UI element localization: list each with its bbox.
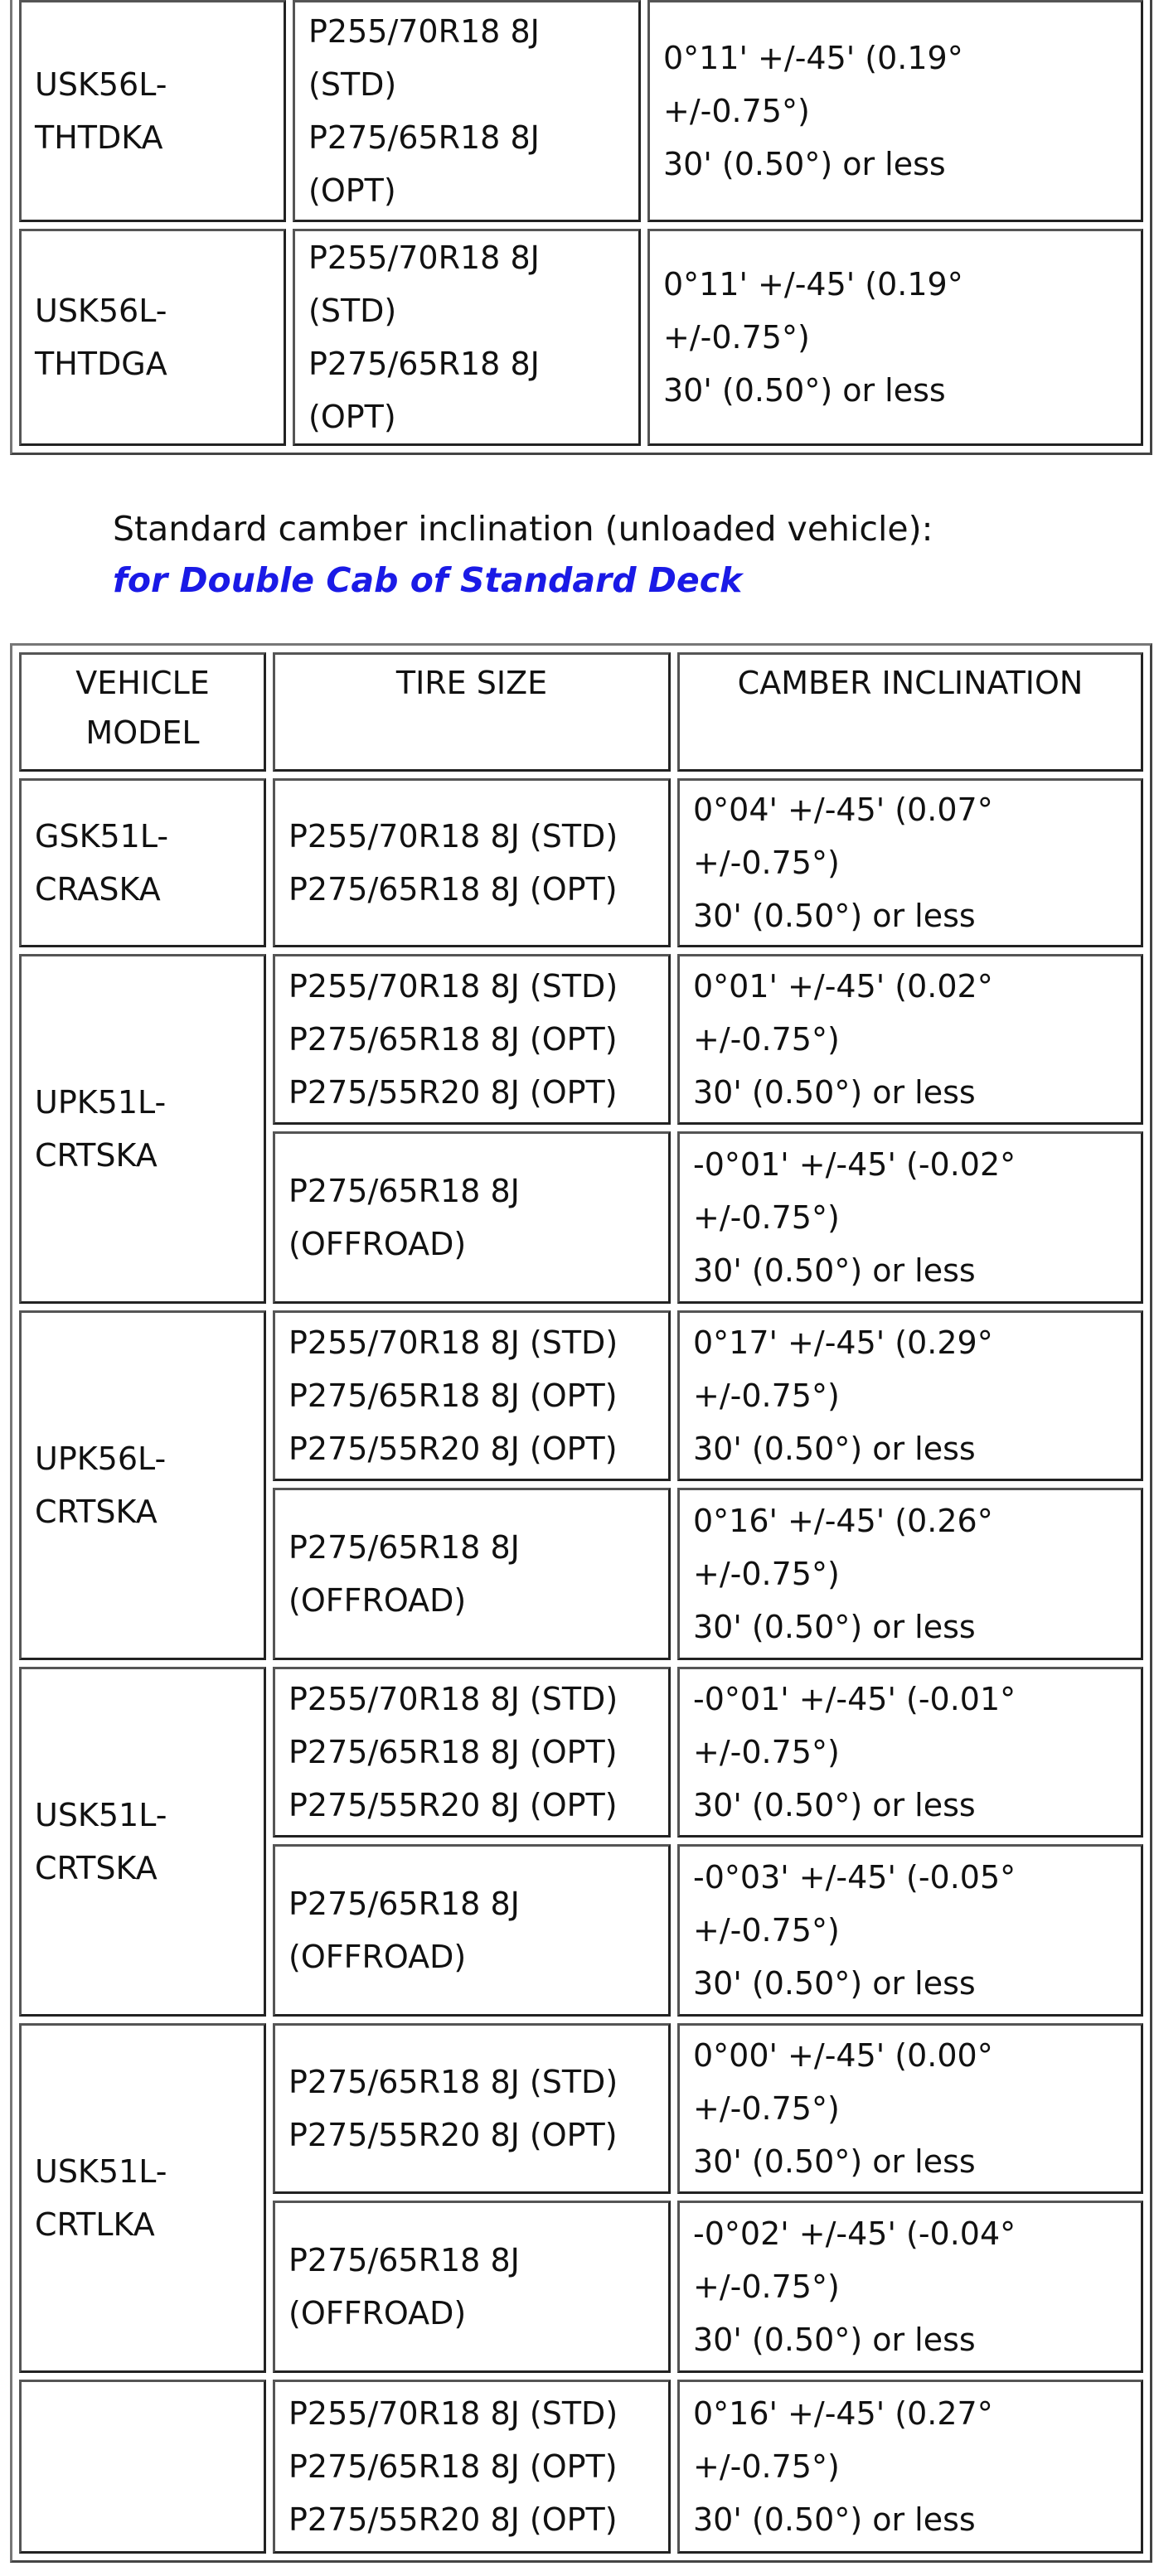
camber-spec-cell-line: 0°11' +/-45' (0.19° — [663, 40, 963, 76]
camber-spec-cell-line: 0°11' +/-45' (0.19° — [663, 266, 963, 303]
camber-spec-cell-line: 0°16' +/-45' (0.27° — [693, 2395, 993, 2432]
tire-size-cell-line: (OPT) — [308, 399, 396, 435]
tire-size-cell-line: P275/65R18 8J — [288, 1886, 520, 1922]
tire-size-cell-line: P255/70R18 8J (STD) — [288, 968, 618, 1005]
tire-size-cell-line: (OFFROAD) — [288, 1582, 467, 1619]
vehicle-model-cell-line: USK56L- — [35, 293, 167, 329]
tire-size-cell-line: P275/65R18 8J — [288, 1173, 520, 1209]
camber-spec-cell — [677, 2023, 1143, 2194]
vehicle-model-cell-line: CRTSKA — [35, 1494, 158, 1530]
vehicle-model-cell-line: GSK51L- — [35, 818, 169, 855]
camber-spec-cell — [647, 0, 1143, 222]
camber-table-continued — [10, 0, 1152, 455]
tire-size-cell-line: P275/55R20 8J (OPT) — [288, 1787, 618, 1823]
tire-size-cell — [273, 1131, 671, 1304]
camber-spec-cell-line: +/-0.75°) — [693, 1912, 840, 1949]
tire-size-cell-line: P275/65R18 8J — [288, 2242, 520, 2278]
tire-size-cell-line: P275/55R20 8J (OPT) — [288, 1074, 618, 1111]
camber-spec-cell-line: 30' (0.50°) or less — [693, 1787, 976, 1823]
vehicle-model-cell-line: UPK51L- — [35, 1084, 167, 1121]
vehicle-model-cell-line: USK56L- — [35, 66, 167, 103]
tire-size-cell-line: P255/70R18 8J (STD) — [288, 2395, 618, 2432]
vehicle-model-cell — [19, 1667, 266, 2017]
camber-spec-cell-line: +/-0.75°) — [663, 319, 810, 356]
tire-size-cell-line: P255/70R18 8J (STD) — [288, 1681, 618, 1717]
camber-spec-cell-line: 0°17' +/-45' (0.29° — [693, 1324, 993, 1361]
tire-size-cell-line: (OPT) — [308, 172, 396, 209]
camber-spec-cell-line: 30' (0.50°) or less — [693, 898, 976, 934]
tire-size-cell — [273, 1667, 671, 1838]
camber-spec-cell-line: -0°01' +/-45' (-0.01° — [693, 1681, 1016, 1717]
header-vehicle-model — [19, 652, 266, 772]
vehicle-model-cell — [19, 2023, 266, 2373]
camber-spec-cell-line: +/-0.75°) — [693, 1021, 840, 1058]
camber-spec-cell-line: +/-0.75°) — [693, 2448, 840, 2485]
vehicle-model-cell-line: UPK56L- — [35, 1441, 167, 1477]
vehicle-model-cell — [19, 954, 266, 1304]
camber-spec-cell-line: 0°04' +/-45' (0.07° — [693, 792, 993, 828]
tire-size-cell-line: P255/70R18 8J (STD) — [288, 1324, 618, 1361]
tire-size-cell — [273, 778, 671, 947]
camber-spec-cell-line: -0°01' +/-45' (-0.02° — [693, 1146, 1016, 1183]
camber-spec-cell — [677, 1310, 1143, 1481]
camber-spec-cell-line: 30' (0.50°) or less — [693, 1074, 976, 1111]
camber-spec-cell — [677, 2201, 1143, 2373]
tire-size-cell-line: (OFFROAD) — [288, 1939, 467, 1975]
camber-spec-cell-line: 30' (0.50°) or less — [693, 1965, 976, 2002]
header-model-line: VEHICLE — [75, 665, 210, 701]
camber-spec-cell-line: +/-0.75°) — [693, 845, 840, 881]
tire-size-cell-line: P275/65R18 8J (STD) — [288, 2064, 618, 2100]
vehicle-model-cell-line: USK51L- — [35, 1797, 167, 1833]
header-camber-inclination: CAMBER INCLINATION — [677, 652, 1143, 772]
tire-size-cell — [273, 1488, 671, 1660]
table-row — [19, 778, 1143, 947]
tire-size-cell-line: P255/70R18 8J — [308, 13, 540, 50]
tire-size-cell-line: P275/65R18 8J — [308, 346, 540, 382]
header-tire-size: TIRE SIZE — [273, 652, 671, 772]
camber-spec-cell-line: +/-0.75°) — [693, 1734, 840, 1770]
tire-size-cell — [273, 2380, 671, 2554]
tire-size-cell-line: P275/65R18 8J (OPT) — [288, 1021, 618, 1058]
tire-size-cell-line: (STD) — [308, 66, 397, 103]
tire-size-cell-line: P255/70R18 8J (STD) — [288, 818, 618, 855]
tire-size-cell — [273, 1310, 671, 1481]
tire-size-cell-line: P275/65R18 8J (OPT) — [288, 1734, 618, 1770]
camber-spec-cell — [647, 229, 1143, 446]
vehicle-model-cell — [19, 229, 286, 446]
vehicle-model-cell — [19, 2380, 266, 2554]
vehicle-model-cell-line: THTDGA — [35, 346, 167, 382]
vehicle-model-cell-line: CRTLKA — [35, 2206, 155, 2243]
camber-spec-cell-line: 30' (0.50°) or less — [693, 2143, 976, 2180]
table-row — [19, 1667, 1143, 1838]
camber-spec-cell — [677, 1131, 1143, 1304]
camber-spec-cell-line: +/-0.75°) — [663, 93, 810, 129]
tire-size-cell-line: P275/55R20 8J (OPT) — [288, 1431, 618, 1467]
camber-spec-cell-line: 0°00' +/-45' (0.00° — [693, 2037, 993, 2074]
tire-size-cell-line: P275/55R20 8J (OPT) — [288, 2501, 618, 2538]
tire-size-cell-line: P275/65R18 8J — [288, 1529, 520, 1566]
camber-spec-cell-line: +/-0.75°) — [693, 1378, 840, 1414]
table-row — [19, 954, 1143, 1125]
camber-spec-cell-line: 30' (0.50°) or less — [663, 372, 946, 409]
tire-size-cell-line: P275/65R18 8J (OPT) — [288, 2448, 618, 2485]
table-row — [19, 1310, 1143, 1481]
camber-spec-cell-line: 0°01' +/-45' (0.02° — [693, 968, 993, 1005]
tire-size-cell — [293, 229, 641, 446]
table-row — [19, 2023, 1143, 2194]
camber-spec-cell-line: 30' (0.50°) or less — [693, 2322, 976, 2358]
camber-spec-cell-line: 30' (0.50°) or less — [693, 1609, 976, 1645]
camber-spec-cell-line: +/-0.75°) — [693, 2269, 840, 2305]
tire-size-cell-line: P255/70R18 8J — [308, 240, 540, 276]
table-row — [19, 229, 1143, 446]
tire-size-cell-line: (OFFROAD) — [288, 1226, 467, 1262]
table-header-row — [19, 652, 1143, 772]
camber-caption: Standard camber inclination (unloaded vehicle): — [113, 509, 933, 549]
camber-spec-cell — [677, 1844, 1143, 2017]
tire-size-cell-line: P275/65R18 8J — [308, 119, 540, 156]
tire-size-cell — [273, 1844, 671, 2017]
double-cab-subtitle: for Double Cab of Standard Deck — [113, 560, 743, 600]
camber-spec-cell — [677, 1667, 1143, 1838]
vehicle-model-cell-line: CRASKA — [35, 871, 161, 908]
vehicle-model-cell — [19, 778, 266, 947]
vehicle-model-cell — [19, 0, 286, 222]
camber-spec-cell — [677, 778, 1143, 947]
tire-size-cell-line: (OFFROAD) — [288, 2295, 467, 2331]
tire-size-cell — [293, 0, 641, 222]
vehicle-model-cell-line: CRTSKA — [35, 1137, 158, 1174]
tire-size-cell — [273, 2201, 671, 2373]
camber-spec-cell-line: 30' (0.50°) or less — [693, 2501, 976, 2538]
table-row — [19, 2380, 1143, 2554]
camber-spec-cell-line: -0°03' +/-45' (-0.05° — [693, 1859, 1016, 1896]
tire-size-cell-line: P275/65R18 8J (OPT) — [288, 1378, 618, 1414]
camber-spec-cell-line: 30' (0.50°) or less — [663, 146, 946, 182]
header-model-line: MODEL — [85, 714, 200, 751]
camber-spec-cell-line: 30' (0.50°) or less — [693, 1431, 976, 1467]
camber-spec-cell-line: +/-0.75°) — [693, 1199, 840, 1236]
camber-spec-cell-line: 30' (0.50°) or less — [693, 1252, 976, 1289]
vehicle-model-cell-line: USK51L- — [35, 2153, 167, 2190]
camber-spec-cell-line: 0°16' +/-45' (0.26° — [693, 1503, 993, 1539]
camber-spec-cell-line: +/-0.75°) — [693, 2090, 840, 2127]
camber-spec-cell — [677, 1488, 1143, 1660]
camber-spec-cell — [677, 954, 1143, 1125]
tire-size-cell — [273, 2023, 671, 2194]
tire-size-cell-line: (STD) — [308, 293, 397, 329]
vehicle-model-cell-line: THTDKA — [35, 119, 163, 156]
vehicle-model-cell-line: CRTSKA — [35, 1850, 158, 1886]
tire-size-cell-line: P275/65R18 8J (OPT) — [288, 871, 618, 908]
camber-spec-cell-line: -0°02' +/-45' (-0.04° — [693, 2215, 1016, 2252]
vehicle-model-cell — [19, 1310, 266, 1660]
tire-size-cell — [273, 954, 671, 1125]
camber-spec-cell-line: +/-0.75°) — [693, 1556, 840, 1592]
camber-inclination-table — [10, 643, 1152, 2563]
tire-size-cell-line: P275/55R20 8J (OPT) — [288, 2117, 618, 2153]
table-row — [19, 0, 1143, 222]
camber-spec-cell — [677, 2380, 1143, 2554]
